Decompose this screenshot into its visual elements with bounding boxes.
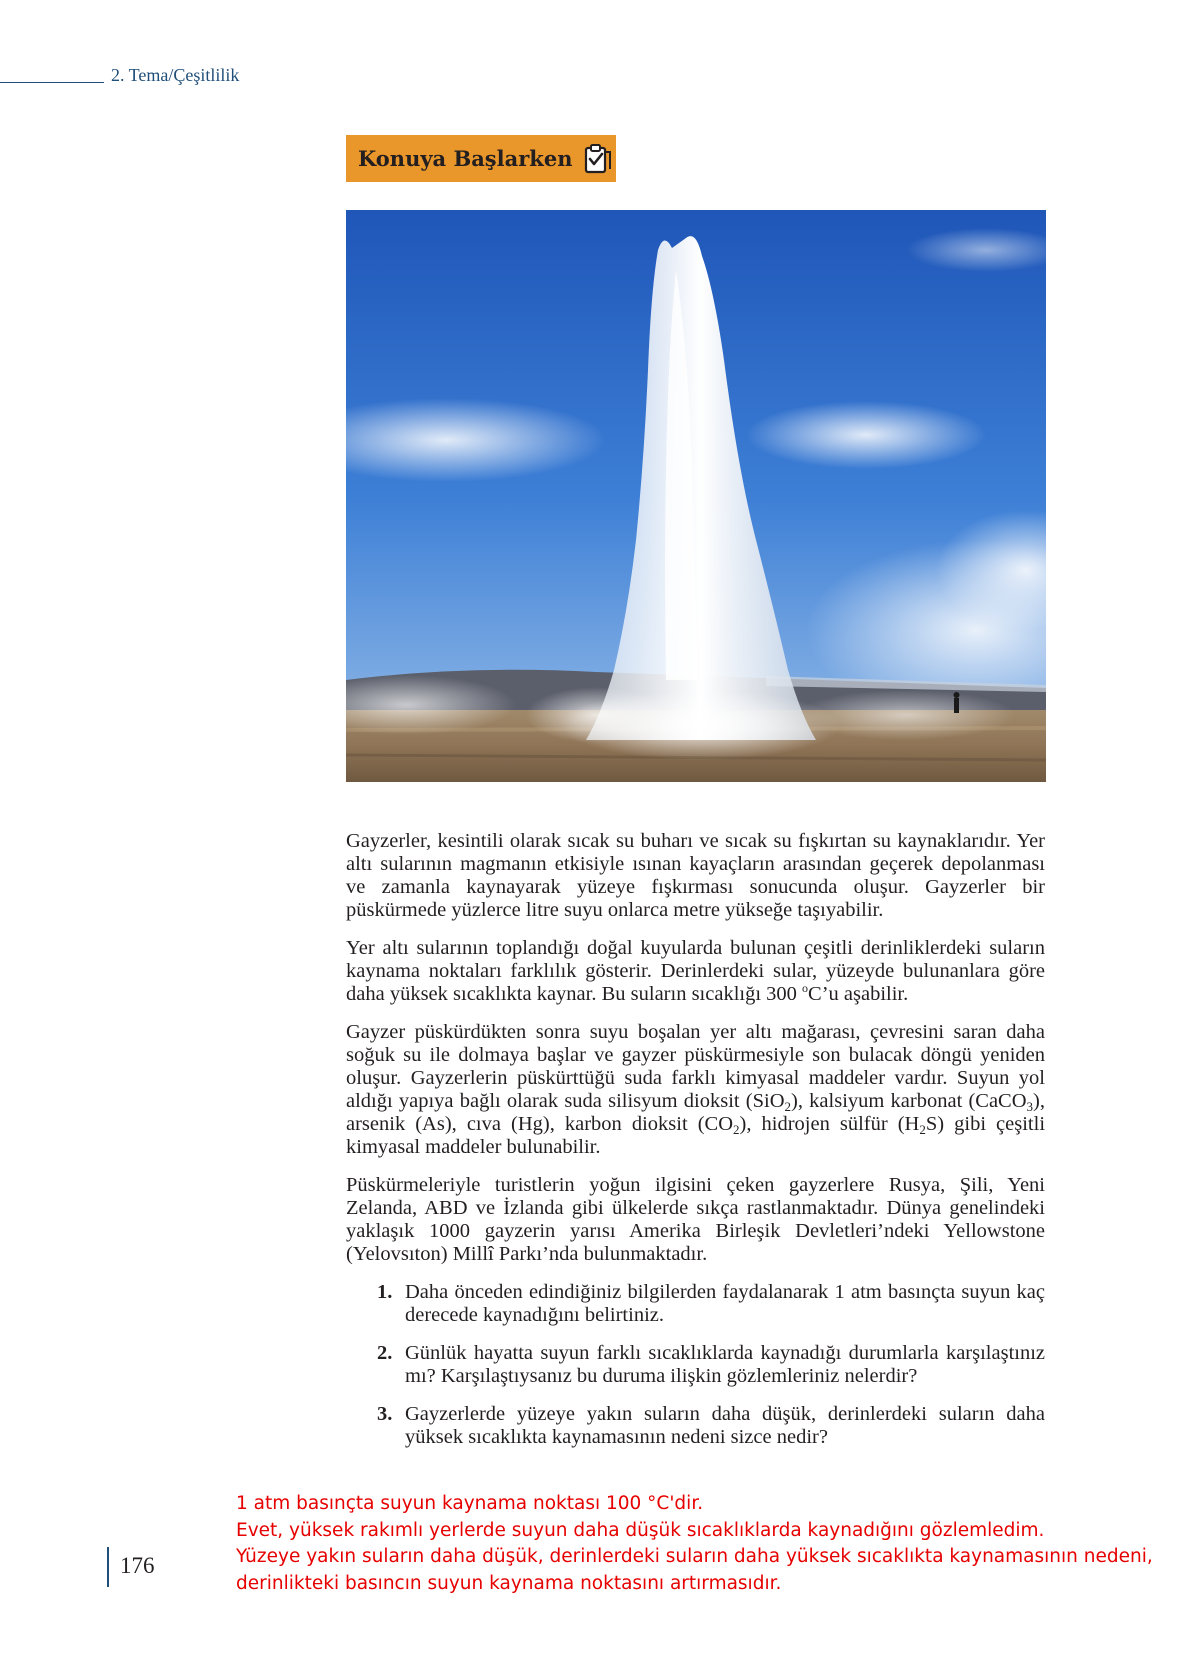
page-number: 176 <box>120 1553 155 1578</box>
paragraph <box>346 1021 1045 1159</box>
paragraph: Püskürmeleriyle turistlerin yoğun ilgisini çeken gayzerlere Rusya, Şili, Yeni Zelanda, ABD ve İzlanda gibi ülkelerde sıkça rastlanmaktadır. Dünya genelindeki yaklaşık 1000 gayzerin yarısı Amerika Birleşik Devletleri’ndeki Yellowstone (Yelovsıton) Millî Parkı’nda bulunmaktadır. <box>346 1174 1045 1265</box>
answer-line: Yüzeye yakın suların daha düşük, derinlerdeki suların daha yüksek sıcaklıkta kaynamasının nedeni, <box>236 1546 1153 1567</box>
subscript: 3 <box>1026 1099 1034 1114</box>
subscript: 2 <box>733 1122 740 1137</box>
paragraph-text: ), hidrojen sülfür (H <box>739 1113 920 1135</box>
paragraph <box>346 937 1045 1006</box>
question-number: 2. <box>377 1342 393 1364</box>
section-title: Konuya Başlarken <box>358 146 573 171</box>
question-number: 1. <box>377 1281 393 1303</box>
geyser-eruption-photo <box>346 210 1046 782</box>
degree-symbol: o <box>802 981 809 995</box>
clipboard-check-icon <box>582 143 612 175</box>
paragraph: Gayzerler, kesintili olarak sıcak su buharı ve sıcak su fışkırtan su kaynaklarıdır. Yer altı sularının magmanın etkisiyle ısınan kayaçların arasından geçerek depolanması ve zamanla kaynayarak yüzeye fışkırması sonucunda oluşur. Gayzerler bir püskürmede yüzlerce litre suyu onlarca metre yükseğe taşıyabilir. <box>346 830 1045 921</box>
question-text: Daha önceden edindiğiniz bilgilerden faydalanarak 1 atm basınçta suyun kaç derecede kaynadığını belirtiniz. <box>405 1281 1045 1326</box>
question-text: Gayzerlerde yüzeye yakın suların daha düşük, derinlerdeki suların daha yüksek sıcaklıkta kaynamasının nedeni sizce nedir? <box>405 1403 1045 1448</box>
paragraph-text: C’u aşabilir. <box>808 983 909 1005</box>
subscript: 2 <box>919 1122 926 1137</box>
header-rule <box>0 82 104 83</box>
question-item <box>377 1403 1045 1449</box>
question-number: 3. <box>377 1403 393 1425</box>
question-list <box>346 1281 1045 1449</box>
paragraph-text: ), kalsiyum karbonat (CaCO <box>791 1090 1027 1112</box>
article-body <box>346 830 1045 1464</box>
header-title: 2. Tema/Çeşitlilik <box>111 65 240 85</box>
question-item <box>377 1281 1045 1327</box>
section-badge <box>346 135 616 182</box>
page-number-rule <box>107 1547 109 1587</box>
paragraph-text: S) gibi çeşitli kimyasal maddeler bulunabilir. <box>346 1113 1046 1158</box>
answer-line: 1 atm basınçta suyun kaynama noktası 100 °C'dir. <box>236 1493 704 1514</box>
question-item <box>377 1342 1045 1388</box>
answer-line: derinlikteki basıncın suyun kaynama noktasını artırmasıdır. <box>236 1572 782 1594</box>
handwritten-answers <box>236 1491 1176 1597</box>
question-text: Günlük hayatta suyun farklı sıcaklıklarda kaynadığı durumlarla karşılaştınız mı? Karşılaştıysanız bu duruma ilişkin gözlemleriniz nelerdir? <box>405 1342 1045 1387</box>
answer-line: Evet, yüksek rakımlı yerlerde suyun daha düşük sıcaklıklarda kaynadığını gözlemledim. <box>236 1519 1045 1541</box>
paragraph-text: Gayzer püskürdükten sonra suyu boşalan yer altı mağarası, çevresini saran daha soğuk su ile dolmaya başlar ve gayzer püskürmesiyle son bulacak döngü yeniden oluşur. Gayzerlerin püskürttüğü suda farklı kimyasal maddeler vardır. Suyun yol aldığı yapıya bağlı olarak suda silisyum dioksit (SiO <box>346 1021 1045 1112</box>
subscript: 2 <box>784 1099 792 1114</box>
paragraph-text: Yer altı sularının toplandığı doğal kuyularda bulunan çeşitli derinliklerdeki suların kaynama noktaları farklılık gösterir. Derinlerdeki sular, yüzeyde bulunanlara göre daha yüksek sıcaklıkta kaynar. Bu suların sıcaklığı 300 <box>346 937 1045 1005</box>
paragraph-text: ), arsenik (As), cıva (Hg), karbon dioksit (CO <box>346 1090 1045 1135</box>
